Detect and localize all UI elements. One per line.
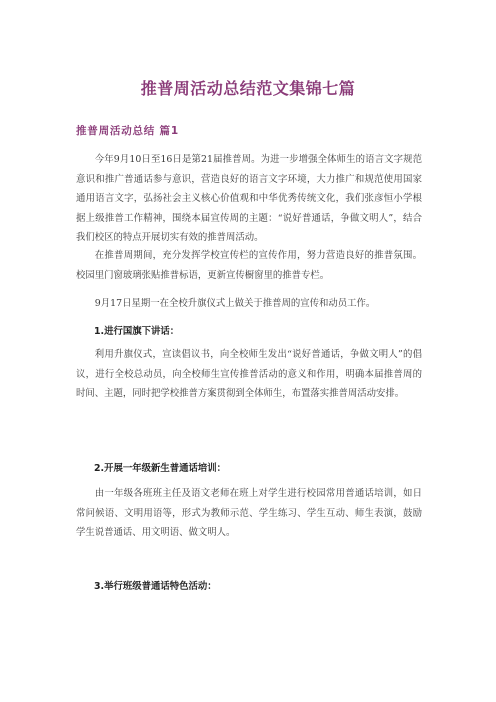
paragraph-publicity: 在推普周期间，充分发挥学校宣传栏的宣传作用，努力营造良好的推普氛围。校园里门窗玻璃张贴推普标语，更新宣传橱窗里的推普专栏。 xyxy=(76,250,422,281)
section-heading: 推普周活动总结 篇1 xyxy=(76,125,179,137)
subheading-1: 1.进行国旗下讲话： xyxy=(94,326,180,337)
document-title: 推普周活动总结范文集锦七篇 xyxy=(140,79,356,98)
paragraph-intro: 今年9月10日至16日是第21届推普周。为进一步增强全体师生的语言文字规范意识和推广普通话参与意识，营造良好的语言文字环境，大力推广和规范使用国家通用语言文字，弘扬社会主义核心价值观和中华优秀传统文化，我们张彦恒小学根据上级推普工作精神，围绕本届宣传周的主题：“说好普通话，争做文明人”，结合我们校区的特点开展切实有效的推普周活动。 xyxy=(76,154,422,243)
paragraph-training: 由一年级各班班主任及语文老师在班上对学生进行校园常用普通话培训，如日常问候语、文明用语等，形式为教师示范、学生练习、学生互动、师生表演，鼓励学生说普通话、用文明语、做文明人。 xyxy=(76,488,422,538)
paragraph-speech: 利用升旗仪式，宣读倡议书，向全校师生发出“说好普通话，争做文明人”的倡议，进行全校总动员，向全校师生宣传推普活动的意义和作用，明确本届推普周的时间、主题，同时把学校推普方案贯彻到全体师生，布置落实推普周活动安排。 xyxy=(76,349,422,399)
paragraph-flag-ceremony: 9月17日星期一在全校升旗仪式上做关于推普周的宣传和动员工作。 xyxy=(94,298,376,309)
subheading-2: 2.开展一年级新生普通话培训： xyxy=(94,463,226,474)
subheading-3: 3.举行班级普通话特色活动： xyxy=(94,581,217,592)
